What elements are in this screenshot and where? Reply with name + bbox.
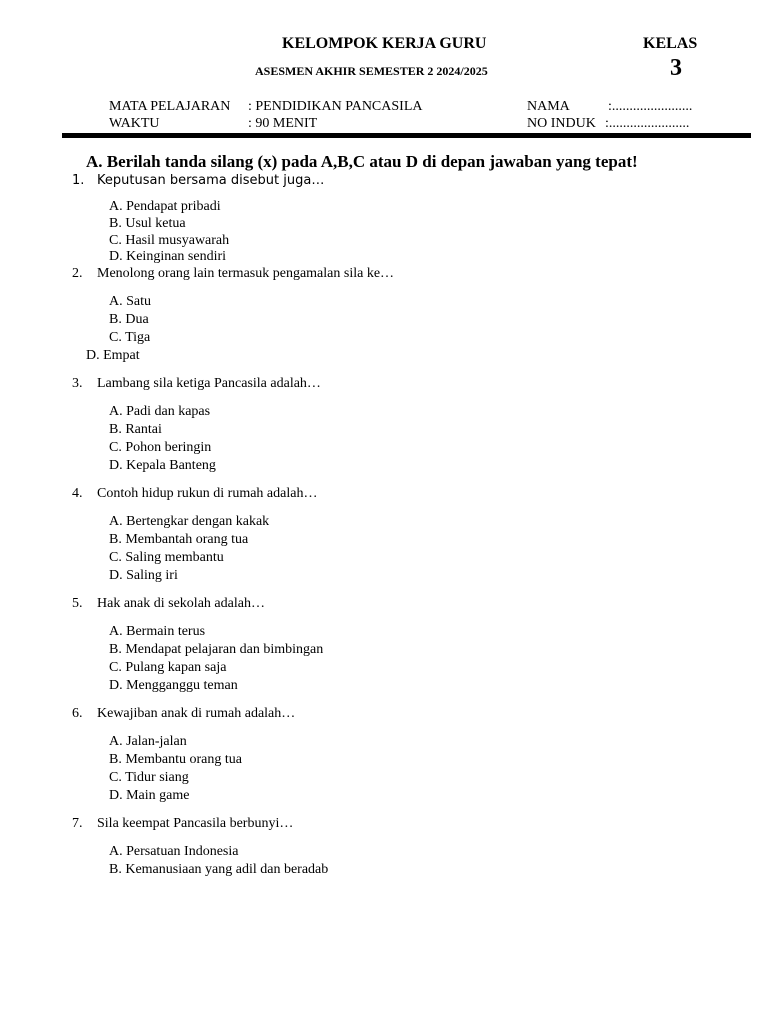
question-text: Lambang sila ketiga Pancasila adalah… bbox=[97, 376, 321, 391]
option-2a: A. Satu bbox=[109, 294, 151, 309]
section-instruction: A. Berilah tanda silang (x) pada A,B,C atau D di depan jawaban yang tepat! bbox=[86, 152, 638, 171]
question-1 bbox=[72, 173, 324, 188]
option-6a: A. Jalan-jalan bbox=[109, 734, 187, 749]
time-label: WAKTU bbox=[109, 116, 160, 131]
option-1b: B. Usul ketua bbox=[109, 216, 186, 231]
option-2d: D. Empat bbox=[86, 348, 140, 363]
header-divider bbox=[62, 133, 751, 138]
option-3b: B. Rantai bbox=[109, 422, 162, 437]
option-4a: A. Bertengkar dengan kakak bbox=[109, 514, 270, 529]
time-value: : 90 MENIT bbox=[248, 116, 318, 131]
option-2b: B. Dua bbox=[109, 312, 149, 327]
option-6c: C. Tidur siang bbox=[109, 770, 189, 785]
question-3 bbox=[72, 376, 321, 392]
option-5d: D. Mengganggu teman bbox=[109, 678, 238, 693]
option-4c: C. Saling membantu bbox=[109, 550, 224, 565]
question-text: Hak anak di sekolah adalah… bbox=[97, 596, 265, 611]
question-6 bbox=[72, 706, 295, 722]
kelas-label: KELAS bbox=[643, 35, 698, 52]
name-label: NAMA bbox=[527, 99, 570, 114]
subject-value: : PENDIDIKAN PANCASILA bbox=[248, 99, 423, 114]
option-3c: C. Pohon beringin bbox=[109, 440, 212, 455]
student-id-field: :....................... bbox=[605, 116, 690, 131]
option-1c: C. Hasil musyawarah bbox=[109, 233, 230, 248]
question-number: 1. bbox=[72, 173, 85, 188]
student-id-label: NO INDUK bbox=[527, 116, 596, 131]
name-field: :....................... bbox=[608, 99, 693, 114]
question-2 bbox=[72, 266, 394, 282]
option-7b: B. Kemanusiaan yang adil dan beradab bbox=[109, 862, 329, 877]
question-number: 4. bbox=[72, 486, 83, 501]
question-5 bbox=[72, 596, 265, 612]
question-number: 5. bbox=[72, 596, 83, 611]
option-3a: A. Padi dan kapas bbox=[109, 404, 211, 419]
question-7 bbox=[72, 816, 293, 832]
option-6d: D. Main game bbox=[109, 788, 190, 803]
option-1a: A. Pendapat pribadi bbox=[109, 199, 221, 214]
question-text: Contoh hidup rukun di rumah adalah… bbox=[97, 486, 318, 501]
option-2c: C. Tiga bbox=[109, 330, 151, 345]
question-number: 6. bbox=[72, 706, 83, 721]
question-text: Kewajiban anak di rumah adalah… bbox=[97, 706, 296, 721]
option-1d: D. Keinginan sendiri bbox=[109, 249, 227, 264]
option-7a: A. Persatuan Indonesia bbox=[109, 844, 239, 859]
header-group-title: KELOMPOK KERJA GURU bbox=[282, 35, 487, 52]
question-number: 3. bbox=[72, 376, 83, 391]
question-number: 7. bbox=[72, 816, 83, 831]
kelas-value: 3 bbox=[670, 55, 682, 81]
question-number: 2. bbox=[72, 266, 83, 281]
option-6b: B. Membantu orang tua bbox=[109, 752, 242, 767]
question-text: Keputusan bersama disebut juga… bbox=[97, 173, 325, 188]
option-5a: A. Bermain terus bbox=[109, 624, 206, 639]
option-3d: D. Kepala Banteng bbox=[109, 458, 216, 473]
subject-label: MATA PELAJARAN bbox=[109, 99, 231, 114]
question-text: Sila keempat Pancasila berbunyi… bbox=[97, 816, 294, 831]
option-5c: C. Pulang kapan saja bbox=[109, 660, 227, 675]
question-text: Menolong orang lain termasuk pengamalan sila ke… bbox=[97, 266, 395, 281]
question-4 bbox=[72, 486, 317, 502]
option-4d: D. Saling iri bbox=[109, 568, 178, 583]
option-5b: B. Mendapat pelajaran dan bimbingan bbox=[109, 642, 324, 657]
exam-title: ASESMEN AKHIR SEMESTER 2 2024/2025 bbox=[255, 64, 488, 78]
option-4b: B. Membantah orang tua bbox=[109, 532, 249, 547]
